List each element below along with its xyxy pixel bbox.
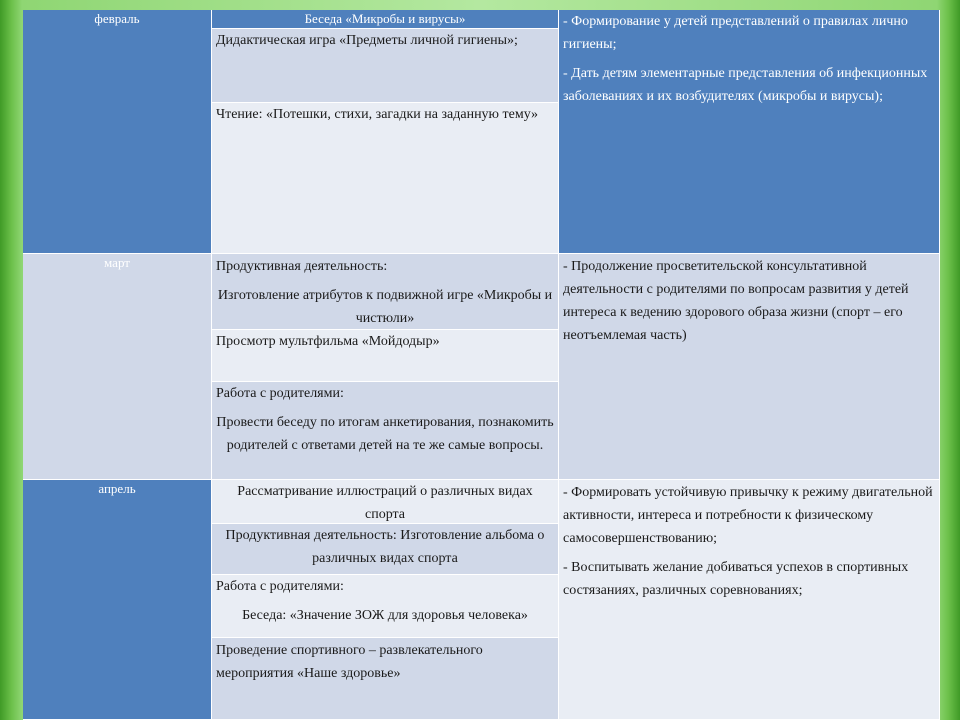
- goal-text: - Формировать устойчивую привычку к режиму двигательной активности, интереса и потребности к физическому самосовершенствованию;: [563, 485, 933, 546]
- event-cell: [212, 638, 559, 720]
- month-cell-april: [23, 480, 212, 720]
- goal-text: - Формирование у детей представлений о правилах лично гигиены;: [563, 14, 908, 52]
- event-text: Беседа «Микробы и вирусы»: [304, 11, 466, 26]
- month-label: апрель: [98, 481, 136, 496]
- event-cell: [212, 254, 559, 330]
- event-text: Беседа: «Значение ЗОЖ для здоровья человека»: [242, 608, 528, 623]
- event-cell: [212, 575, 559, 638]
- event-text: Изготовление атрибутов к подвижной игре «Микробы и чистюли»: [217, 288, 553, 326]
- event-cell: [212, 103, 559, 254]
- event-text: Чтение: «Потешки, стихи, загадки на заданную тему»: [216, 107, 539, 122]
- month-cell-march: [23, 254, 212, 480]
- event-cell: [212, 29, 559, 103]
- goal-cell-february: [559, 10, 940, 254]
- event-title: Работа с родителями:: [216, 579, 344, 594]
- event-text: Рассматривание иллюстраций о различных видах спорта: [237, 484, 533, 522]
- event-title: Работа с родителями:: [216, 386, 344, 401]
- event-cell: [212, 330, 559, 382]
- goal-text: - Продолжение просветительской консультативной деятельности с родителями по вопросам развития у детей интереса к ведению здорового образа жизни (спорт – его неотъемлемая часть): [563, 259, 909, 343]
- event-cell: [212, 382, 559, 480]
- goal-text: - Дать детям элементарные представления об инфекционных заболеваниях и их возбудителях (микробы и вирусы);: [563, 66, 928, 104]
- event-text: Продуктивная деятельность: Изготовление альбома о различных видах спорта: [225, 528, 545, 566]
- event-cell: [212, 524, 559, 575]
- event-title: Продуктивная деятельность:: [216, 259, 388, 274]
- event-text: Провести беседу по итогам анкетирования, познакомить родителей с ответами детей на те же самые вопросы.: [216, 415, 554, 453]
- goal-cell-april: [559, 480, 940, 720]
- event-text: Просмотр мультфильма «Мойдодыр»: [216, 334, 440, 349]
- event-cell: [212, 480, 559, 524]
- month-label: март: [104, 255, 130, 270]
- event-text: Дидактическая игра «Предметы личной гигиены»;: [216, 33, 518, 48]
- goal-cell-march: [559, 254, 940, 480]
- event-cell: [212, 10, 559, 29]
- month-label: февраль: [94, 11, 140, 26]
- plan-table: [23, 10, 940, 720]
- event-text: Проведение спортивного – развлекательного мероприятия «Наше здоровье»: [216, 643, 483, 681]
- goal-text: - Воспитывать желание добиваться успехов в спортивных состязаниях, различных соревнованиях;: [563, 560, 909, 598]
- month-cell-february: [23, 10, 212, 254]
